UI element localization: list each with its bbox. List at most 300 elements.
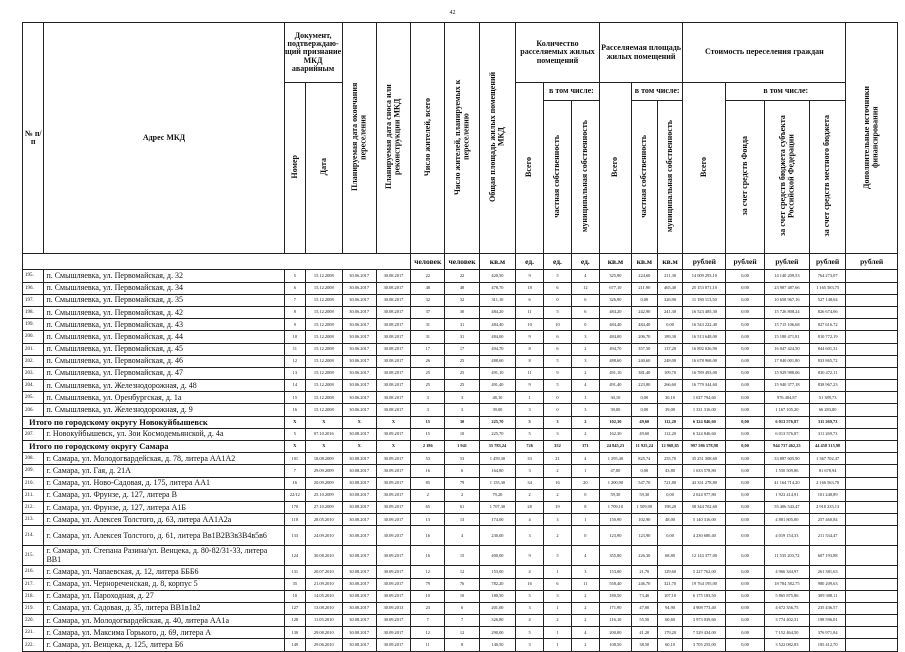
- cell-x: [846, 615, 898, 627]
- cell-t: 3 705 255,00: [683, 639, 726, 651]
- cell-date: 28.05.2010: [306, 514, 342, 526]
- row-number: 197.: [23, 294, 44, 306]
- cell-t: 1 027 794,60: [683, 392, 726, 404]
- cell-a: 225,70: [479, 428, 515, 440]
- cell-c2: 3: [544, 428, 572, 440]
- cell-s2: 211,90: [631, 282, 657, 294]
- cell-no: 7: [284, 465, 305, 477]
- cell-s1: 677,10: [599, 282, 631, 294]
- cell-b: 10 658 967,16: [764, 294, 809, 306]
- cell-r1: 22: [411, 270, 445, 282]
- cell-l: 527 148,64: [809, 294, 845, 306]
- cell-date: 15.12.2008: [306, 380, 342, 392]
- cell-no: 128: [284, 615, 305, 627]
- cell-date: 13.08.2010: [306, 602, 342, 614]
- table-row: [23, 404, 898, 416]
- cell-s1: 484,00: [599, 331, 631, 343]
- cell-s1: 47,80: [599, 465, 631, 477]
- cell-c3: 4: [571, 380, 599, 392]
- cell-t: 6 324 846,60: [683, 428, 726, 440]
- cell-s1: 59,30: [599, 489, 631, 501]
- address-cell: п. Смышляевка, ул. Первомайская, д. 44: [44, 331, 284, 343]
- cell-r2: 15: [445, 546, 479, 566]
- row-number: 218.: [23, 590, 44, 602]
- cell-s2: 357,50: [631, 343, 657, 355]
- cell-s3: 129,60: [657, 566, 683, 578]
- cell-date: 20.07.2010: [306, 566, 342, 578]
- page-number: 42: [449, 10, 456, 16]
- address-cell: г. Самара, ул. Алексея Толстого, д. 61, литера Вв1В2В3в3В4в5в6: [44, 526, 284, 546]
- cell-r2: 6: [445, 465, 479, 477]
- cell-c2: 0: [544, 404, 572, 416]
- cell-r2: 7: [445, 615, 479, 627]
- cell-s1: 1 295,40: [599, 453, 631, 465]
- cell-c1: 9: [516, 331, 544, 343]
- cell-r1: 11: [411, 639, 445, 651]
- cell-s3: 48,00: [657, 514, 683, 526]
- cell-pe: 30.08.2017: [342, 566, 376, 578]
- cell-c3: 371: [571, 441, 599, 453]
- header-area-in-that: в том числе:: [631, 83, 682, 101]
- table-row: [23, 546, 898, 566]
- cell-c3: 0: [571, 489, 599, 501]
- cell-c2: 16: [544, 477, 572, 489]
- cell-x: [846, 465, 898, 477]
- cell-b: 15 929 988,06: [764, 367, 809, 379]
- cell-c3: 6: [571, 306, 599, 318]
- cell-c3: 4: [571, 627, 599, 639]
- cell-s1: 150,90: [599, 514, 631, 526]
- cell-f: 0,00: [726, 355, 765, 367]
- header-rooms-count: Количество расселяемых жилых помещений: [516, 23, 600, 83]
- cell-x: [846, 331, 898, 343]
- cell-x: [846, 294, 898, 306]
- row-number: 219.: [23, 602, 44, 614]
- address-cell: п. Смышляевка, ул. Первомайская, д. 32: [44, 270, 284, 282]
- cell-f: 0,00: [726, 380, 765, 392]
- cell-l: 185 412,70: [809, 639, 845, 651]
- cell-s2: 0,00: [631, 404, 657, 416]
- cell-s1: 162,30: [599, 428, 631, 440]
- cell-pe: 30.06.2017: [342, 343, 376, 355]
- cell-a: 48,10: [479, 392, 515, 404]
- cell-s1: 153,00: [599, 566, 631, 578]
- header-residents: Число жителей, всего: [411, 23, 445, 254]
- cell-no: 14: [284, 380, 305, 392]
- cell-no: 118: [284, 514, 305, 526]
- cell-f: 0,00: [726, 546, 765, 566]
- cell-s2: 55,50: [631, 615, 657, 627]
- header-cost-in-that: в том числе:: [726, 83, 846, 101]
- cell-date: 25.10.2009: [306, 489, 342, 501]
- cell-pd: 30.08.2017: [376, 331, 410, 343]
- cell-r1: 16: [411, 526, 445, 546]
- cell-t: 4 908 773,40: [683, 602, 726, 614]
- address-cell: п. Смышляевка, ул. Первомайская, д. 43: [44, 319, 284, 331]
- cell-date: X: [306, 416, 342, 428]
- cell-f: 0,00: [726, 367, 765, 379]
- table-row: [23, 380, 898, 392]
- cell-s1: 355,80: [599, 546, 631, 566]
- row-number: 213.: [23, 514, 44, 526]
- cell-pe: 30.08.2017: [342, 590, 376, 602]
- cell-pe: 30.08.2017: [342, 526, 376, 546]
- cell-f: 0,00: [726, 331, 765, 343]
- cell-c2: 1: [544, 566, 572, 578]
- address-cell: г. Самара, ул. Венцека, д. 125, литера Б6: [44, 639, 284, 651]
- address-cell: п. Смышляевка, ул. Железнодорожная, д. 9: [44, 404, 284, 416]
- cell-r1: 7: [411, 615, 445, 627]
- row-number: 215.: [23, 546, 44, 566]
- cell-s3: 112,20: [657, 428, 683, 440]
- cell-f: 0,00: [726, 489, 765, 501]
- cell-date: 15.12.2008: [306, 367, 342, 379]
- cell-s2: 41,20: [631, 627, 657, 639]
- cell-t: 4 230 680,40: [683, 526, 726, 546]
- cell-b: 5 865 875,86: [764, 590, 809, 602]
- cell-x: [846, 270, 898, 282]
- cell-c3: 2: [571, 343, 599, 355]
- cell-l: 833 865,72: [809, 355, 845, 367]
- cell-c2: 0: [544, 392, 572, 404]
- cell-f: 0,00: [726, 578, 765, 590]
- cell-s1: 180,50: [599, 590, 631, 602]
- cell-f: 0,00: [726, 319, 765, 331]
- cell-pe: 30.08.2017: [342, 453, 376, 465]
- cell-c2: 10: [544, 319, 572, 331]
- cell-b: 15 940 377,18: [764, 380, 809, 392]
- cell-b: 1 923 414,91: [764, 489, 809, 501]
- cell-f: 0,00: [726, 270, 765, 282]
- cell-c2: 3: [544, 590, 572, 602]
- cell-pd: 30.09.2017: [376, 546, 410, 566]
- cell-no: 22/12: [284, 489, 305, 501]
- cell-r2: 31: [445, 331, 479, 343]
- cell-date: 07.10.2016: [306, 428, 342, 440]
- cell-x: [846, 590, 898, 602]
- cell-pd: X: [376, 441, 410, 453]
- cell-c1: 3: [516, 639, 544, 651]
- row-number: 206.: [23, 404, 44, 416]
- cell-l: 44 458 315,98: [809, 441, 845, 453]
- cell-pe: X: [342, 416, 376, 428]
- cell-r1: 32: [411, 294, 445, 306]
- cell-s3: 465,40: [657, 282, 683, 294]
- cell-f: 0,00: [726, 639, 765, 651]
- address-cell: п. Смышляевка, ул. Железнодорожная, д. 48: [44, 380, 284, 392]
- cell-f: 0,00: [726, 294, 765, 306]
- cell-s3: 0,00: [657, 489, 683, 501]
- cell-c1: 4: [516, 615, 544, 627]
- cell-r1: 85: [411, 477, 445, 489]
- cell-date: 20.09.2009: [306, 477, 342, 489]
- cell-c1: 11: [516, 367, 544, 379]
- cell-t: 16 779 344,60: [683, 380, 726, 392]
- cell-c2: 3: [544, 514, 572, 526]
- cell-s1: 108,50: [599, 639, 631, 651]
- cell-r1: 2: [411, 489, 445, 501]
- header-total-area: Общая площадь жилых помещений МКД: [479, 23, 515, 254]
- cell-f: 0,00: [726, 615, 765, 627]
- cell-r2: 6: [445, 602, 479, 614]
- table-row: [23, 392, 898, 404]
- cell-s3: 266,60: [657, 380, 683, 392]
- cell-b: 18 784 582,75: [764, 578, 809, 590]
- cell-pe: 30.06.2017: [342, 380, 376, 392]
- cell-b: 41 164 714,20: [764, 477, 809, 489]
- total-label: Итого по городскому округу Самара: [23, 441, 285, 453]
- cell-s2: 381,40: [631, 367, 657, 379]
- cell-l: 235 436,57: [809, 602, 845, 614]
- cell-s2: 0,00: [631, 392, 657, 404]
- cell-a: 484,00: [479, 331, 515, 343]
- cell-c1: 10: [516, 319, 544, 331]
- cell-no: 130: [284, 627, 305, 639]
- cell-s3: 189,30: [657, 331, 683, 343]
- cell-c2: 9: [544, 367, 572, 379]
- cell-a: 153,00: [479, 566, 515, 578]
- cell-s3: 0,00: [657, 526, 683, 546]
- table-row: [23, 590, 898, 602]
- unit-cell: человек: [445, 254, 479, 270]
- cell-s1: 102,30: [599, 416, 631, 428]
- cell-x: [846, 602, 898, 614]
- cell-a: 164,80: [479, 465, 515, 477]
- cell-pe: 30.06.2017: [342, 392, 376, 404]
- cell-f: 0,00: [726, 514, 765, 526]
- cell-r2: 17: [445, 343, 479, 355]
- cell-date: 18.08.2009: [306, 453, 342, 465]
- cell-date: 15.12.2008: [306, 306, 342, 318]
- cell-pe: 30.08.2017: [342, 465, 376, 477]
- cell-r2: 79: [445, 477, 479, 489]
- row-number: 198.: [23, 306, 44, 318]
- cell-s2: 0,00: [631, 465, 657, 477]
- cell-c1: 16: [516, 578, 544, 590]
- table-row: [23, 294, 898, 306]
- cell-l: 607 193,88: [809, 546, 845, 566]
- cell-date: 15.12.2008: [306, 404, 342, 416]
- header-area-group: Расселяемая площадь жилых помещений: [599, 23, 683, 83]
- cell-s1: 30,10: [599, 392, 631, 404]
- cell-l: 66 283,80: [809, 404, 845, 416]
- cell-b: 14 140 209,53: [764, 270, 809, 282]
- cell-pe: 30.08.2017: [342, 578, 376, 590]
- cell-f: 0,00: [726, 477, 765, 489]
- cell-s1: 326,90: [599, 294, 631, 306]
- header-cost-local: за счет средств местного бюджета: [809, 101, 845, 254]
- unit-cell: ед.: [571, 254, 599, 270]
- cell-t: 16 513 648,00: [683, 331, 726, 343]
- address-cell: г. Самара, ул. Чапаевская, д. 12, литера БББ6: [44, 566, 284, 578]
- cell-b: 4 672 356,75: [764, 602, 809, 614]
- cell-c2: 6: [544, 282, 572, 294]
- cell-r2: 12: [445, 566, 479, 578]
- cell-x: [846, 380, 898, 392]
- row-number: 214.: [23, 526, 44, 546]
- cell-date: 11.05.2010: [306, 615, 342, 627]
- row-number: 220.: [23, 615, 44, 627]
- table-row: [23, 602, 898, 614]
- cell-f: 0,00: [726, 590, 765, 602]
- cell-c1: 3: [516, 465, 544, 477]
- cell-t: 12 143 377,00: [683, 546, 726, 566]
- cell-x: [846, 416, 898, 428]
- cell-pd: 30.08.2017: [376, 282, 410, 294]
- cell-r1: 31: [411, 331, 445, 343]
- cell-l: 101 248,89: [809, 489, 845, 501]
- cell-f: 0,00: [726, 282, 765, 294]
- table-row: [23, 526, 898, 546]
- cell-no: 6: [284, 282, 305, 294]
- cell-date: 30.08.2010: [306, 546, 342, 566]
- cell-r1: 25: [411, 367, 445, 379]
- cell-c1: 8: [516, 355, 544, 367]
- cell-l: 309 308,11: [809, 590, 845, 602]
- cell-c1: 3: [516, 404, 544, 416]
- cell-pd: 30.09.2017: [376, 465, 410, 477]
- address-cell: п. Смышляевка, ул. Первомайская, д. 45: [44, 343, 284, 355]
- cell-s3: 721,80: [657, 477, 683, 489]
- cell-f: 0,00: [726, 306, 765, 318]
- cell-c2: 2: [544, 615, 572, 627]
- cell-l: 81 678,94: [809, 465, 845, 477]
- table-row: [23, 639, 898, 651]
- cell-t: 6 324 846,60: [683, 416, 726, 428]
- cell-r1: 10: [411, 590, 445, 602]
- cell-r2: 13: [445, 514, 479, 526]
- unit-cell: рублей: [809, 254, 845, 270]
- cell-date: 29.06.2010: [306, 639, 342, 651]
- cell-c2: 0: [544, 294, 572, 306]
- cell-b: 15 726 808,24: [764, 306, 809, 318]
- table-row: [23, 453, 898, 465]
- cell-l: 830 472,11: [809, 367, 845, 379]
- cell-x: [846, 546, 898, 566]
- cell-pd: 30.08.2017: [376, 306, 410, 318]
- cell-s1: 484,40: [599, 319, 631, 331]
- cell-s1: 494,70: [599, 343, 631, 355]
- cell-s3: 0,00: [657, 319, 683, 331]
- cell-s1: 200,00: [599, 627, 631, 639]
- cell-c1: 5: [516, 428, 544, 440]
- table-row: [23, 627, 898, 639]
- cell-c3: 3: [571, 404, 599, 416]
- cell-pe: 30.08.2017: [342, 428, 376, 440]
- cell-pd: 30.09.2017: [376, 578, 410, 590]
- table-row: [23, 514, 898, 526]
- cell-no: 10: [284, 331, 305, 343]
- row-number: 202.: [23, 355, 44, 367]
- cell-no: 7: [284, 294, 305, 306]
- resettlement-table: [22, 22, 898, 652]
- cell-s3: 30,10: [657, 392, 683, 404]
- cell-r1: 3: [411, 404, 445, 416]
- cell-no: 170: [284, 501, 305, 513]
- cell-a: 484,20: [479, 306, 515, 318]
- cell-b: 33 887 605,90: [764, 453, 809, 465]
- cell-l: 51 389,73: [809, 392, 845, 404]
- cell-c1: 18: [516, 282, 544, 294]
- cell-r1: 65: [411, 501, 445, 513]
- unit-cell: рублей: [726, 254, 765, 270]
- cell-c2: 1: [544, 627, 572, 639]
- cell-s2: 825,74: [631, 453, 657, 465]
- cell-no: 9: [284, 319, 305, 331]
- cell-a: 478,70: [479, 282, 515, 294]
- cell-t: 58 344 702,60: [683, 501, 726, 513]
- cell-a: 180,50: [479, 590, 515, 602]
- cell-s2: 47,00: [631, 602, 657, 614]
- cell-a: 311,10: [479, 294, 515, 306]
- total-row: [23, 416, 898, 428]
- header-rooms-in-that: в том числе:: [544, 83, 600, 101]
- cell-f: 0,00: [726, 453, 765, 465]
- header-doc-date: Дата: [306, 83, 342, 254]
- cell-s2: 226,30: [631, 546, 657, 566]
- cell-l: 211 534,47: [809, 526, 845, 546]
- unit-cell: кв.м: [657, 254, 683, 270]
- cell-pe: 30.08.2017: [342, 639, 376, 651]
- cell-l: 2 166 563,70: [809, 477, 845, 489]
- cell-t: 1 331 316,00: [683, 404, 726, 416]
- address-cell: г. Самара, ул. Чернореченская, д. 8, корпус 5: [44, 578, 284, 590]
- cell-s3: 179,20: [657, 627, 683, 639]
- cell-pd: 30.09.2017: [376, 489, 410, 501]
- cell-f: 0,00: [726, 428, 765, 440]
- cell-c3: 4: [571, 270, 599, 282]
- cell-t: 7 529 434,00: [683, 627, 726, 639]
- cell-c2: 1: [544, 639, 572, 651]
- cell-x: [846, 526, 898, 546]
- cell-date: X: [306, 441, 342, 453]
- cell-s2: 123,90: [631, 526, 657, 546]
- cell-s2: 224,60: [631, 270, 657, 282]
- cell-pd: 30.09.2017: [376, 453, 410, 465]
- cell-c1: 5: [516, 416, 544, 428]
- header-address: Адрес МКД: [44, 23, 284, 254]
- cell-r1: 2 186: [411, 441, 445, 453]
- cell-date: 24.09.2010: [306, 526, 342, 546]
- cell-c1: 5: [516, 590, 544, 602]
- cell-s1: 484,20: [599, 306, 631, 318]
- cell-f: 0,00: [726, 343, 765, 355]
- cell-s3: 12 968,85: [657, 441, 683, 453]
- cell-c3: 2: [571, 416, 599, 428]
- table-row: [23, 355, 898, 367]
- row-number: 199.: [23, 319, 44, 331]
- cell-l: 198 596,01: [809, 615, 845, 627]
- cell-b: 15 180 471,81: [764, 331, 809, 343]
- cell-s2: 0,00: [631, 294, 657, 306]
- cell-no: 13: [284, 367, 305, 379]
- cell-s1: 488,60: [599, 355, 631, 367]
- header-planned-demolish: Планируемая дата сноса или реконструкции МКД: [376, 23, 410, 254]
- cell-s3: 94,90: [657, 602, 683, 614]
- cell-l: 1 165 583,75: [809, 282, 845, 294]
- cell-r2: 3: [445, 392, 479, 404]
- cell-pe: 30.06.2017: [342, 319, 376, 331]
- cell-c1: 5: [516, 627, 544, 639]
- header-area-private: частная собственность: [631, 101, 657, 254]
- header-rooms-total: Всего: [516, 83, 544, 254]
- cell-no: X: [284, 416, 305, 428]
- row-number: 207.: [23, 428, 44, 440]
- cell-no: 16: [284, 477, 305, 489]
- header-additional: Дополнительные источники финансирования: [846, 23, 898, 254]
- cell-pd: 30.08.2017: [376, 294, 410, 306]
- cell-r1: 16: [411, 465, 445, 477]
